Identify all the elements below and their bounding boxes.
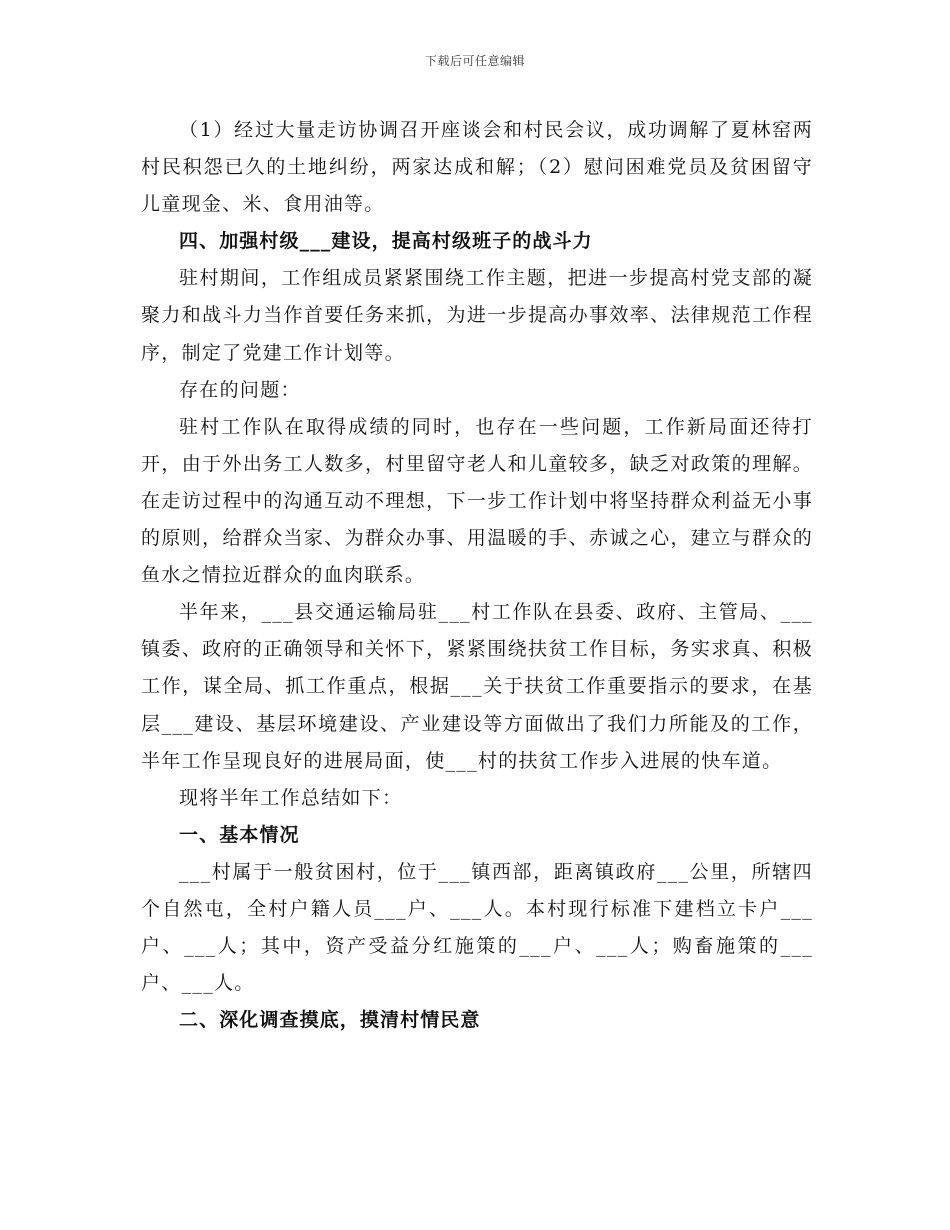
paragraph-summary-intro: 现将半年工作总结如下： <box>179 786 403 809</box>
paragraph-mediation: （1）经过大量走访协调召开座谈会和村民会议，成功调解了夏林窑两村民积怨已久的土地纠纷，两家达成和解；（2）慰问困难党员及贫困留守儿童现金、米、食用油等。 <box>141 119 813 216</box>
paragraph-basic-info: ___村属于一般贫困村，位于___镇西部，距离镇政府___公里，所辖四个自然屯，全村户籍人员___户、___人。本村现行标准下建档立卡户___户、___人；其中，资产受益分红施策的___户、___人；购畜施策的___户、___人。 <box>141 860 813 995</box>
paragraph-problems-label: 存在的问题： <box>179 378 301 401</box>
section-heading-four: 四、加强村级___建设，提高村级班子的战斗力 <box>179 230 593 253</box>
section-heading-one: 一、基本情况 <box>179 823 300 846</box>
page-header: 下载后可任意编辑 <box>424 54 525 68</box>
paragraph-half-year: 半年来，___县交通运输局驻___村工作队在县委、政府、主管局、___镇委、政府的正确领导和关怀下，紧紧围绕扶贫工作目标，务实求真、积极工作，谋全局、抓工作重点，根据___关于扶贫工作重要指示的要求，在基层___建设、基层环境建设、产业建设等方面做出了我们力所能及的工作，半年工作呈现良好的进展局面，使___村的扶贫工作步入进展的快车道。 <box>141 601 813 772</box>
paragraph-party-building: 驻村期间，工作组成员紧紧围绕工作主题，把进一步提高村党支部的凝聚力和战斗力当作首要任务来抓，为进一步提高办事效率、法律规范工作程序，制定了党建工作计划等。 <box>141 267 813 364</box>
paragraph-problems: 驻村工作队在取得成绩的同时，也存在一些问题，工作新局面还待打开，由于外出务工人数多，村里留守老人和儿童较多，缺乏对政策的理解。在走访过程中的沟通互动不理想，下一步工作计划中将坚持群众利益无小事的原则，给群众当家、为群众办事、用温暖的手、赤诚之心，建立与群众的鱼水之情拉近群众的血肉联系。 <box>141 415 813 587</box>
document-body <box>141 112 813 1039</box>
section-heading-two: 二、深化调查摸底，摸清村情民意 <box>179 1009 481 1032</box>
